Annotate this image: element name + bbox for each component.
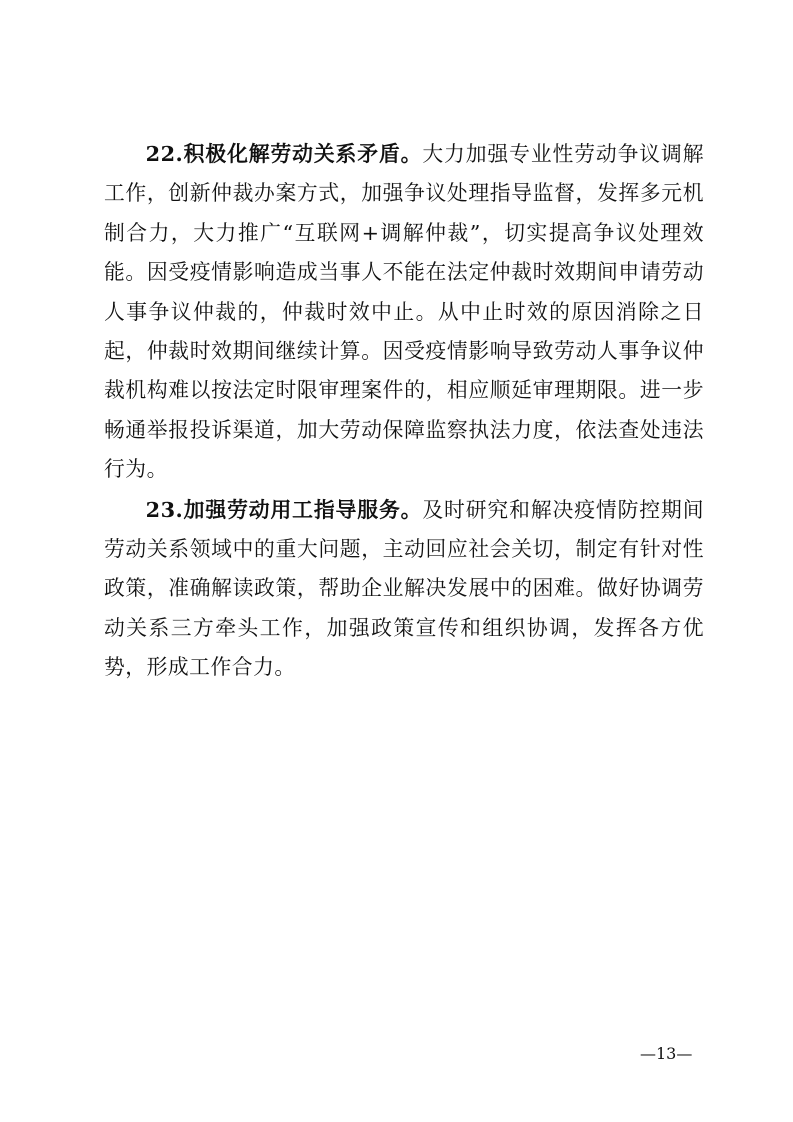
paragraph-22-heading: 22.积极化解劳动关系矛盾。	[145, 141, 423, 166]
document-body	[104, 134, 704, 688]
paragraph-23-text: 及时研究和解决疫情防控期间劳动关系领域中的重大问题，主动回应社会关切，制定有针对性政策，准确解读政策，帮助企业解决发展中的困难。做好协调劳动关系三方牵头工作，加强政策宣传和组织协调，发挥各方优势，形成工作合力。	[104, 497, 704, 680]
page-number: —13—	[640, 1044, 693, 1063]
paragraph-23	[104, 490, 704, 688]
paragraph-23-heading: 23.加强劳动用工指导服务。	[145, 496, 423, 522]
paragraph-22-text: 大力加强专业性劳动争议调解工作，创新仲裁办案方式，加强争议处理指导监督，发挥多元机制合力，大力推广“互联网+调解仲裁”，切实提高争议处理效能。因受疫情影响造成当事人不能在法定仲裁时效期间申请劳动人事争议仲裁的，仲裁时效中止。从中止时效的原因消除之日起，仲裁时效期间继续计算。因受疫情影响导致劳动人事争议仲裁机构难以按法定时限审理案件的，相应顺延审理期限。进一步畅通举报投诉渠道，加大劳动保障监察执法力度，依法查处违法行为。	[104, 142, 704, 482]
paragraph-22	[104, 134, 704, 490]
